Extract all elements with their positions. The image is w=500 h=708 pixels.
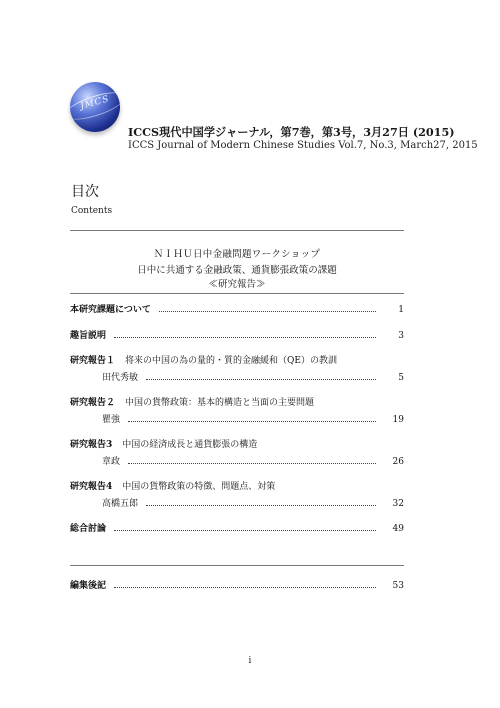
logo-text: JMCS — [79, 94, 111, 112]
toc-entry-author: 田代秀敏 — [102, 373, 139, 383]
toc-entry-page: 5 — [398, 373, 404, 383]
toc-entry-title-line — [70, 479, 275, 492]
toc-entry[interactable] — [70, 327, 404, 341]
leader-dots — [146, 505, 376, 506]
toc-heading: 目次 — [71, 184, 99, 200]
toc-entry-page: 19 — [392, 415, 404, 425]
toc-entry-label: 本研究課題について — [70, 305, 151, 315]
bottom-divider — [70, 565, 404, 566]
toc-entry[interactable] — [70, 520, 404, 534]
toc-entry-page: 49 — [392, 524, 404, 534]
toc-entry[interactable] — [70, 301, 404, 315]
workshop-title: ＮＩＨＵ日中金融問題ワークショップ — [153, 249, 321, 260]
toc-entry-page: 1 — [398, 305, 404, 315]
workshop-subtitle: 日中に共通する金融政策、通貨膨張政策の課題 — [137, 265, 337, 276]
top-divider — [70, 230, 404, 231]
toc-entry[interactable] — [70, 411, 404, 425]
toc-entry-author: 瞿強 — [102, 415, 121, 425]
leader-dots — [159, 311, 376, 312]
toc-entry-label: 趣旨説明 — [70, 331, 107, 341]
toc-entry-title-line — [70, 353, 337, 366]
toc-entry-heading — [70, 394, 404, 408]
leader-dots — [146, 379, 376, 380]
toc-entry-heading — [70, 436, 404, 450]
toc-entry-label: 研究報告3 — [70, 440, 113, 450]
journal-title-en: ICCS Journal of Modern Chinese Studies Vol.7, No.3, March27, 2015 — [128, 140, 478, 151]
page-number: i — [248, 656, 252, 666]
leader-dots — [128, 421, 376, 422]
toc-entry-heading — [70, 478, 404, 492]
toc-entry-label: 総合討論 — [70, 524, 107, 534]
toc-entry-title-line — [70, 395, 314, 408]
toc-entry-page: 53 — [392, 581, 404, 591]
toc-entry-title: 中国の経済成長と通貨膨張の構造 — [122, 440, 258, 450]
toc-entry-label: 編集後記 — [70, 581, 107, 591]
journal-title-ja: ICCS現代中国学ジャーナル，第7巻，第3号，3月27日 (2015) — [128, 125, 455, 139]
leader-dots — [114, 530, 376, 531]
leader-dots — [128, 463, 376, 464]
toc-entry-author: 章政 — [102, 457, 121, 467]
leader-dots — [114, 587, 376, 588]
toc-entry[interactable] — [70, 453, 404, 467]
section-divider — [70, 293, 404, 294]
toc-entry[interactable] — [70, 495, 404, 509]
toc-entry[interactable] — [70, 577, 404, 591]
toc-entry-title: 中国の貨幣政策の特徴、問題点、対策 — [122, 482, 276, 492]
report-marker: ≪研究報告≫ — [208, 279, 266, 290]
toc-entry-label: 研究報告１ — [70, 356, 116, 366]
leader-dots — [114, 337, 376, 338]
toc-entry-page: 32 — [392, 499, 404, 509]
toc-entry-title-line — [70, 437, 257, 450]
toc-entry-page: 26 — [392, 457, 404, 467]
toc-entry-author: 高橋五郎 — [102, 499, 139, 509]
toc-entry-page: 3 — [398, 331, 404, 341]
toc-entry-heading — [70, 352, 404, 366]
toc-subheading: Contents — [71, 206, 113, 216]
toc-entry-label: 研究報告4 — [70, 482, 113, 492]
toc-entry-title: 中国の貨幣政策：基本的構造と当面の主要問題 — [125, 398, 315, 408]
toc-entry[interactable] — [70, 369, 404, 383]
journal-logo — [70, 82, 120, 132]
toc-entry-title: 将来の中国の為の量的・質的金融緩和（QE）の教訓 — [125, 356, 337, 366]
toc-entry-label: 研究報告２ — [70, 398, 116, 408]
